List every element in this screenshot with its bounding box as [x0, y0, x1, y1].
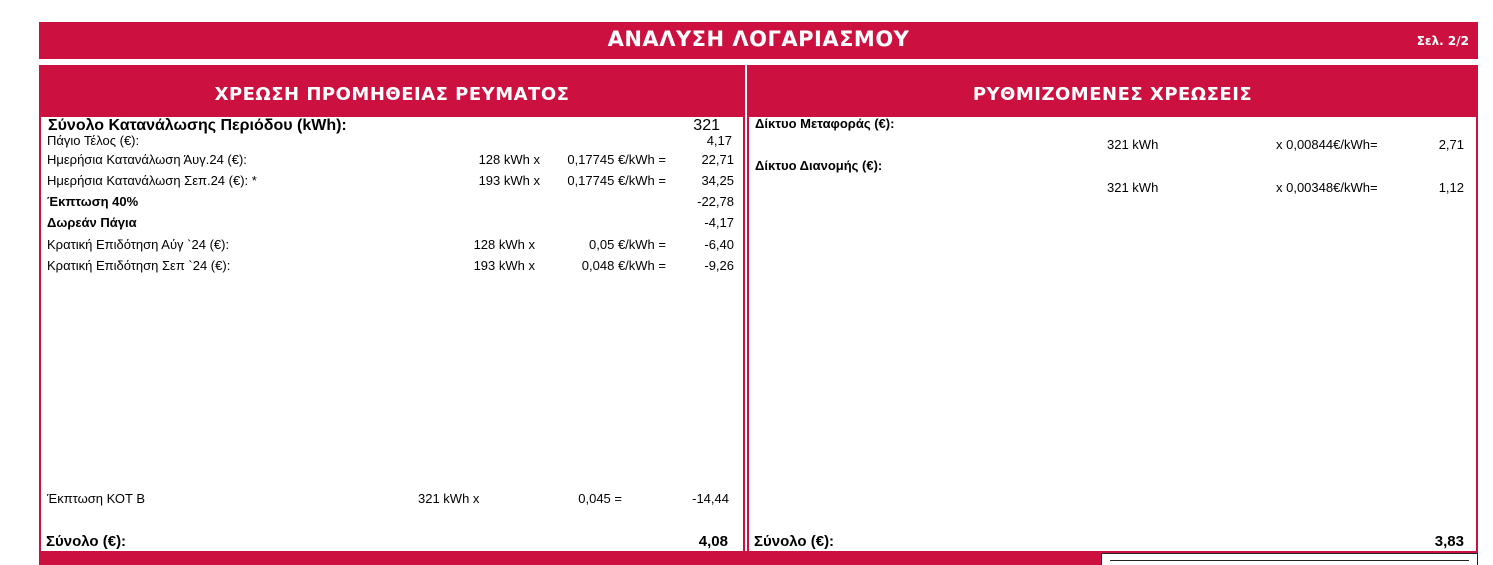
charge-row-rate: 0,17745 €/kWh = [567, 173, 666, 188]
footer-box [1101, 553, 1478, 565]
regulated-item-label: Δίκτυο Διανομής (€): [755, 158, 883, 173]
charge-row-rate: 0,17745 €/kWh = [567, 152, 666, 167]
charge-row-quantity: 193 kWh x [473, 258, 535, 273]
regulated-item-amount: 2,71 [1438, 137, 1464, 152]
charge-row-amount: 34,25 [701, 173, 734, 188]
charge-row-amount: 22,71 [701, 152, 734, 167]
discount-kot-label: Έκπτωση ΚΟΤ Β [47, 491, 146, 506]
supply-charges-panel [39, 65, 745, 553]
charge-row-amount: -4,17 [704, 215, 734, 230]
supply-total-value: 4,08 [698, 533, 728, 550]
regulated-item-quantity: 321 kWh [1107, 180, 1159, 195]
discount-kot-quantity: 321 kWh x [418, 491, 480, 506]
charge-row-quantity: 193 kWh x [478, 173, 540, 188]
account-analysis-banner [39, 22, 1478, 59]
charge-row-amount: -6,40 [704, 237, 734, 252]
charge-row-quantity: 128 kWh x [473, 237, 535, 252]
discount-kot-rate: 0,045 = [578, 491, 622, 506]
regulated-item-rate: x 0,00348€/kWh= [1276, 180, 1378, 195]
footer-box-line [1110, 560, 1469, 565]
regulated-total-label: Σύνολο (€): [754, 533, 835, 550]
consumption-total-value: 321 [693, 117, 720, 134]
charge-row-label: Ημερήσια Κατανάλωση Άυγ.24 (€): [47, 152, 247, 167]
charge-row-rate: 0,05 €/kWh = [589, 237, 666, 252]
regulated-item-quantity: 321 kWh [1107, 137, 1159, 152]
regulated-charges-title: ΡΥΘΜΙΖΟΜΕΝΕΣ ΧΡΕΩΣΕΙΣ [749, 67, 1476, 117]
consumption-total-label: Σύνολο Κατανάλωσης Περιόδου (kWh): [48, 117, 347, 134]
charge-row-label: Κρατική Επιδότηση Σεπ `24 (€): [47, 258, 231, 273]
charge-row-amount: -9,26 [704, 258, 734, 273]
regulated-item-amount: 1,12 [1438, 180, 1464, 195]
charge-row-label: Έκπτωση 40% [47, 194, 139, 209]
charge-row-label: Δωρεάν Πάγια [47, 215, 137, 230]
supply-total-label: Σύνολο (€): [46, 533, 127, 550]
page-number: Σελ. 2/2 [1416, 34, 1469, 48]
regulated-item-label: Δίκτυο Μεταφοράς (€): [755, 116, 895, 131]
discount-kot-amount: -14,44 [692, 491, 729, 506]
supply-charges-title: ΧΡΕΩΣΗ ΠΡΟΜΗΘΕΙΑΣ ΡΕΥΜΑΤΟΣ [41, 67, 743, 117]
charge-row-label: Ημερήσια Κατανάλωση Σεπ.24 (€): * [47, 173, 257, 188]
charge-row-amount: -22,78 [697, 194, 734, 209]
charge-row-rate: 0,048 €/kWh = [581, 258, 666, 273]
page-title: ΑΝΑΛΥΣΗ ΛΟΓΑΡΙΑΣΜΟΥ [607, 27, 910, 51]
regulated-item-rate: x 0,00844€/kWh= [1276, 137, 1378, 152]
charge-row-label: Κρατική Επιδότηση Αύγ `24 (€): [47, 237, 230, 252]
charge-row-quantity: 128 kWh x [478, 152, 540, 167]
charge-row-label: Πάγιο Τέλος (€): [47, 133, 140, 148]
regulated-total-value: 3,83 [1434, 533, 1464, 550]
charge-row-amount: 4,17 [706, 133, 732, 148]
